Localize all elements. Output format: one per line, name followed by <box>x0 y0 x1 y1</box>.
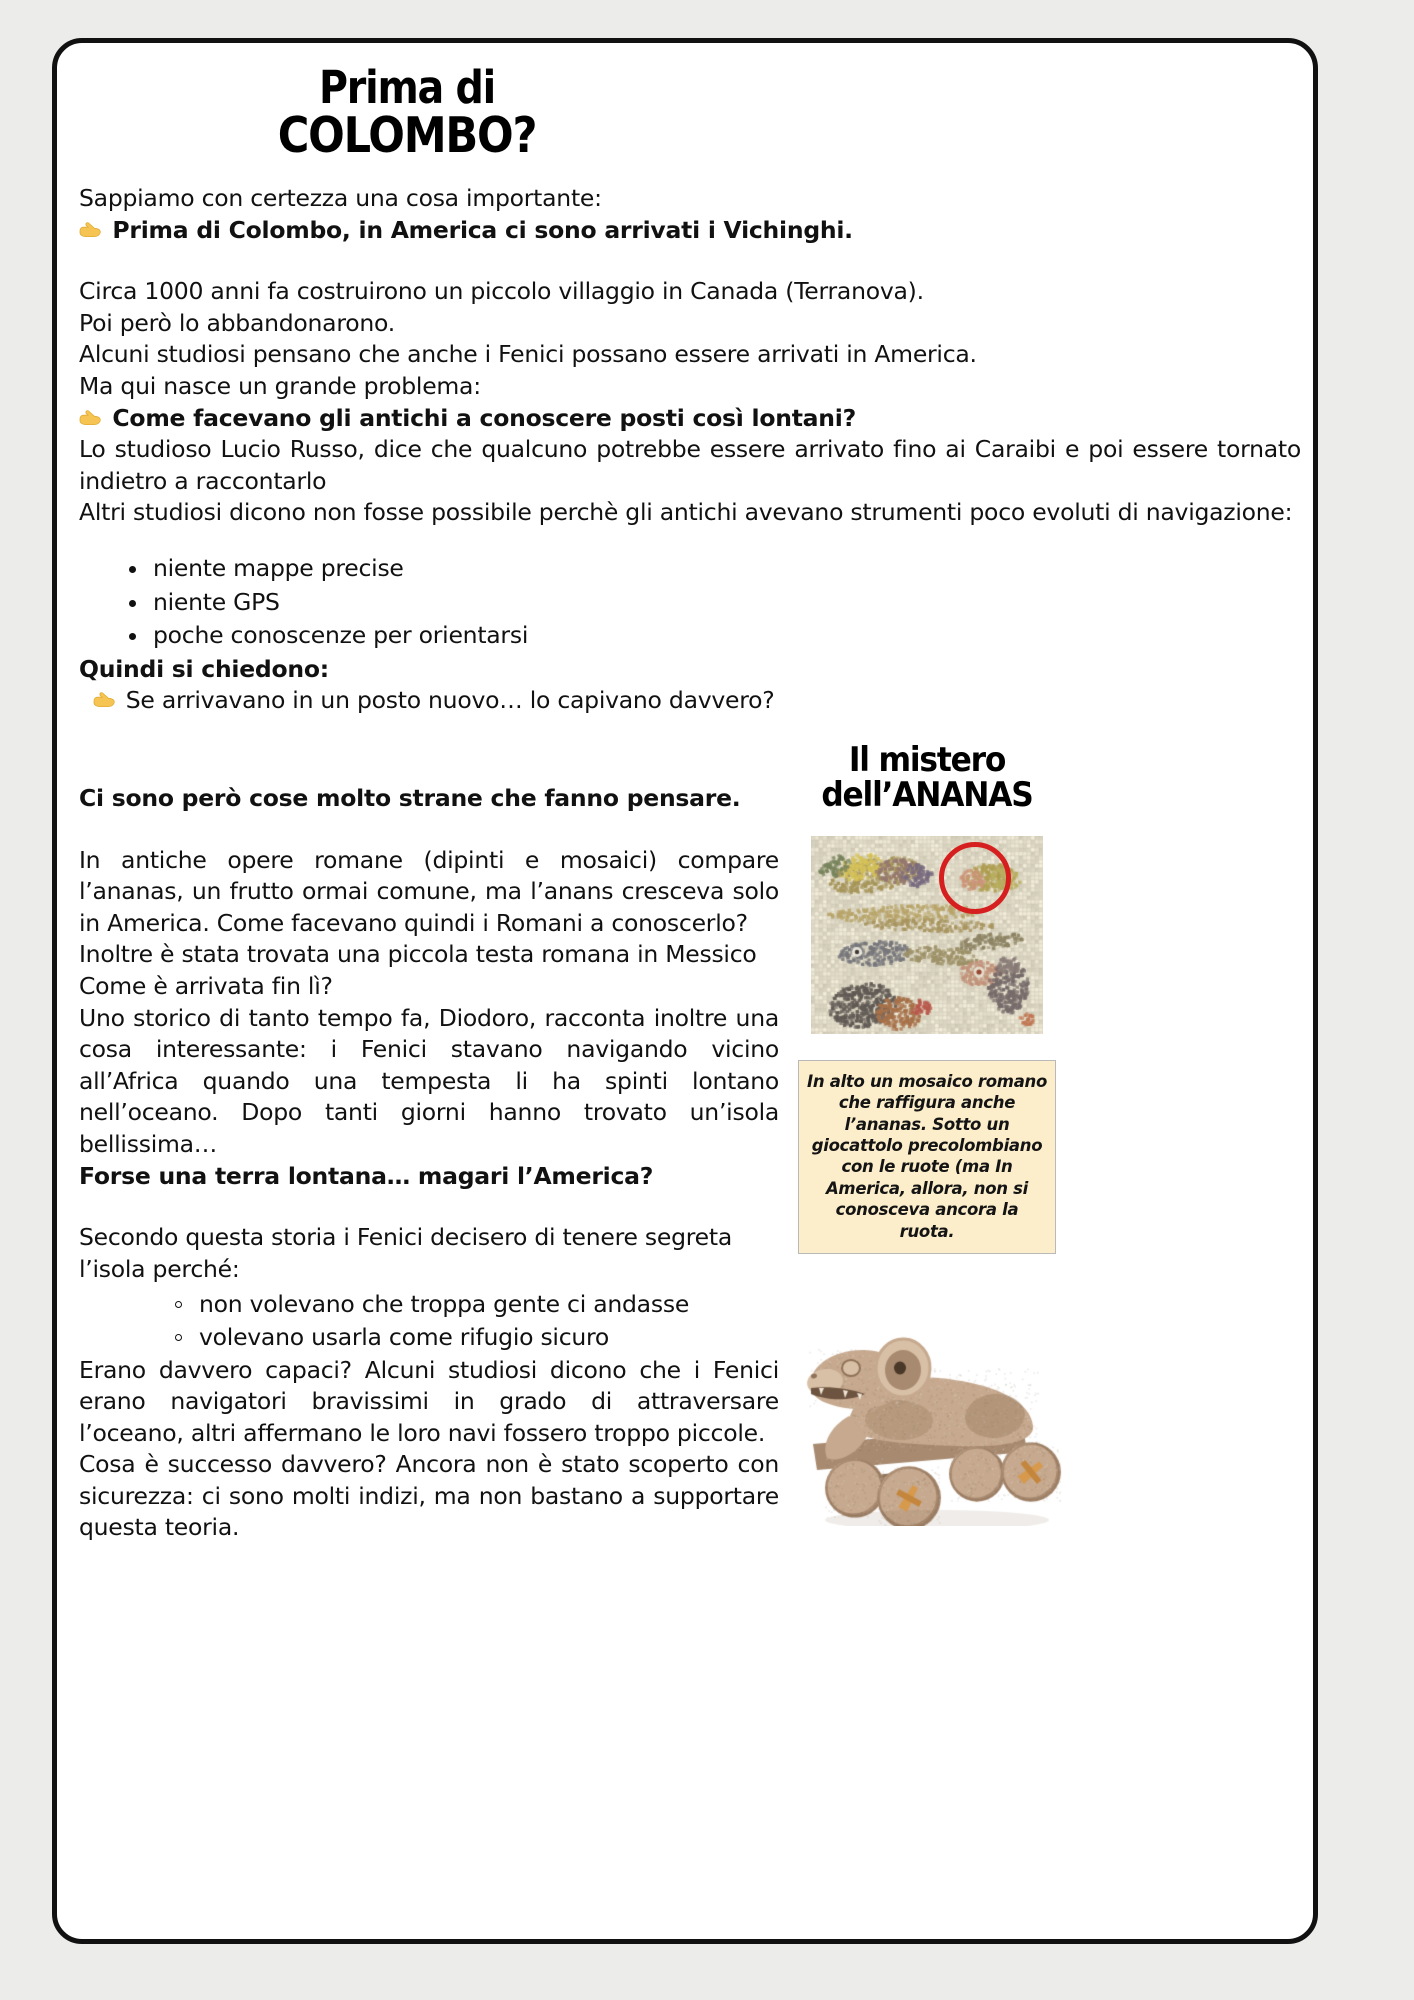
question-ancients-text: Come facevano gli antichi a conoscere posti così lontani? <box>112 403 856 432</box>
list-item: niente GPS <box>137 587 1301 619</box>
pineapple-highlight-circle <box>939 842 1011 914</box>
page-title-line2: COLOMBO? <box>277 107 537 165</box>
secret-reasons-list <box>79 1289 779 1353</box>
paragraph-quindi: Quindi si chiedono: <box>79 654 329 683</box>
pointing-hand-icon <box>93 689 122 714</box>
paragraph-how-arrived: Come è arrivata fin lì? <box>79 971 333 1000</box>
paragraph-did-they-understand <box>79 685 1301 717</box>
toy-image <box>787 1276 1067 1526</box>
pointing-hand-icon <box>79 407 108 432</box>
list-item: volevano usarla come rifugio sicuro <box>183 1322 779 1354</box>
paragraph-pineapple: In antiche opere romane (dipinti e mosaici) compare l’ananas, un frutto ormai comune, ma l’anans cresceva solo in America. Come facevano quindi i Romani a conoscerlo? <box>79 845 779 937</box>
paragraph-far-land: Forse una terra lontana… magari l’America? <box>79 1161 654 1190</box>
sidebar-title <box>789 740 1065 816</box>
paragraph-conclusion: Cosa è successo davvero? Ancora non è stato scoperto con sicurezza: ci sono molti indizi, ma non bastano a supportare questa teoria. <box>79 1450 779 1542</box>
paragraph-question-ancients <box>79 403 1301 435</box>
paragraph-roman-head: Inoltre è stata trovata una piccola testa romana in Messico <box>79 940 757 969</box>
vikings-statement: Prima di Colombo, in America ci sono arrivati i Vichinghi. <box>112 215 853 244</box>
pointing-hand-icon <box>79 219 108 244</box>
narrow-text-column <box>79 783 779 1544</box>
list-item: niente mappe precise <box>137 553 1301 585</box>
paragraph-secret-island: Secondo questa storia i Fenici decisero di tenere segreta l’isola perché: <box>79 1223 732 1283</box>
list-item: non volevano che troppa gente ci andasse <box>183 1289 779 1321</box>
pineapple-mystery-sidebar <box>777 740 1077 1526</box>
list-item: poche conoscenze per orientarsi <box>137 620 1301 652</box>
sidebar-title-line1: Il mistero <box>848 740 1006 780</box>
main-text-column <box>79 183 1301 717</box>
paragraph-intro: Sappiamo con certezza una cosa importante: <box>79 184 602 212</box>
paragraph-other-scholars: Altri studiosi dicono non fosse possibile perchè gli antichi avevano strumenti poco evoluti di navigazione: <box>79 498 1293 527</box>
paragraph-village: Circa 1000 anni fa costruirono un piccolo villaggio in Canada (Terranova). <box>79 277 924 306</box>
did-they-understand-text: Se arrivavano in un posto nuovo… lo capivano davvero? <box>125 686 775 715</box>
page-title <box>99 61 715 165</box>
navigation-limits-list <box>79 553 1301 652</box>
paragraph-vikings <box>79 215 1301 247</box>
paragraph-strange-things: Ci sono però cose molto strane che fanno pensare. <box>79 784 741 812</box>
roman-mosaic-figure <box>811 836 1043 1034</box>
paragraph-lucio-russo: Lo studioso Lucio Russo, dice che qualcuno potrebbe essere arrivato fino ai Caraibi e poi essere tornato indietro a raccontarlo <box>79 435 1301 495</box>
paragraph-diodoro: Uno storico di tanto tempo fa, Diodoro, racconta inoltre una cosa interessante: i Fenici stavano navigando vicino all’Africa quando una tempesta li ha spinti lontano nell’oceano. Dopo tanti giorni hanno trovato un’isola bellissima… <box>79 1003 779 1158</box>
paragraph-abandoned: Poi però lo abbandonarono. <box>79 308 395 337</box>
paragraph-problem: Ma qui nasce un grande problema: <box>79 371 481 400</box>
paragraph-phoenicians: Alcuni studiosi pensano che anche i Fenici possano essere arrivati in America. <box>79 340 977 369</box>
precolumbian-toy-figure <box>787 1276 1067 1526</box>
document-sheet <box>52 38 1318 1944</box>
sidebar-title-line2: dell’ANANAS <box>821 775 1033 816</box>
page-title-line1: Prima di <box>319 61 495 114</box>
paragraph-were-they-capable: Erano davvero capaci? Alcuni studiosi dicono che i Fenici erano navigatori bravissimi in grado di attraversare l’oceano, altri affermano le loro navi fossero troppo piccole. <box>79 1355 779 1447</box>
figure-caption: In alto un mosaico romano che raffigura anche l’ananas. Sotto un giocattolo precolombiano con le ruote (ma In America, allora, non si conosceva ancora la ruota. <box>798 1060 1056 1255</box>
